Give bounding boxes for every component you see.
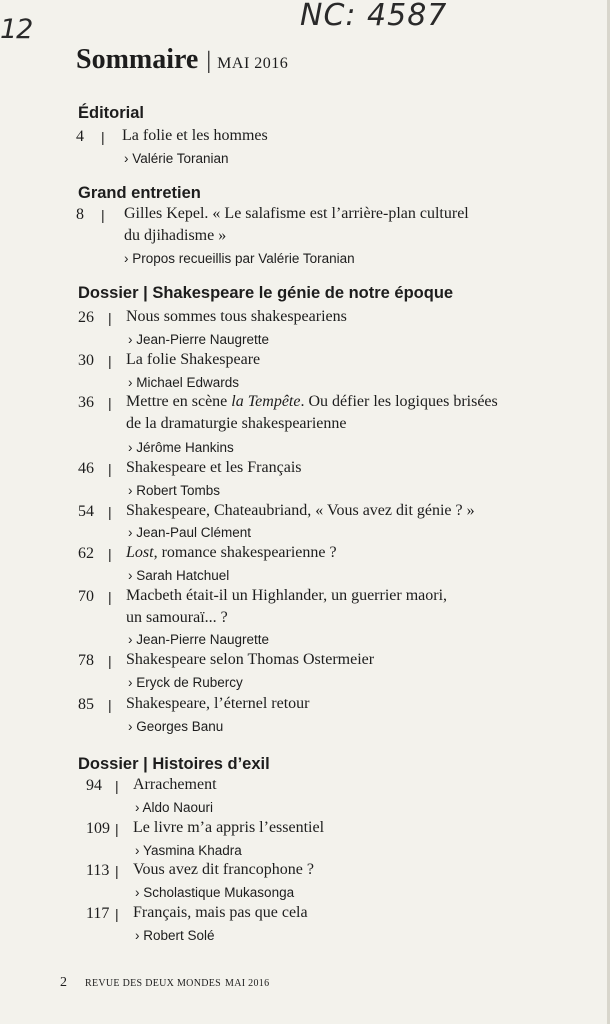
entry-page-number: 36 (78, 394, 94, 411)
footer-date: MAI 2016 (225, 978, 270, 989)
entry-title: Français, mais pas que cela (133, 904, 308, 921)
entry-title: du djihadisme » (124, 227, 227, 244)
entry-author: › Robert Tombs (128, 483, 221, 498)
entry-title: Vous avez dit francophone ? (133, 861, 314, 878)
entry-author: › Michael Edwards (128, 375, 240, 390)
entry-page-number: 94 (86, 777, 102, 794)
entry-author: › Aldo Naouri (135, 800, 214, 815)
entry-page-number: 62 (78, 545, 94, 562)
entry-title: Mettre en scène la Tempête. Ou défier les logiques brisées (126, 393, 498, 410)
entry-separator: | (108, 653, 112, 669)
entry-author: › Valérie Toranian (124, 151, 229, 166)
title-separator: | (206, 48, 212, 74)
entry-separator: | (101, 129, 105, 145)
entry-separator: | (108, 395, 112, 411)
entry-title: La folie Shakespeare (126, 351, 261, 368)
entry-separator: | (108, 504, 112, 520)
entry-page-number: 4 (76, 128, 84, 145)
entry-title: Lost, romance shakespearienne ? (126, 544, 337, 561)
entry-page-number: 117 (86, 905, 110, 922)
entry-page-number: 109 (86, 820, 110, 837)
entry-author: › Scholastique Mukasonga (135, 885, 295, 900)
handwritten-note: 12 (0, 14, 33, 45)
section-heading: Dossier | Shakespeare le génie de notre époque (78, 284, 454, 302)
entry-page-number: 54 (78, 503, 94, 520)
section-heading: Grand entretien (78, 184, 201, 202)
entry-separator: | (115, 863, 119, 879)
italic-work-title: Lost (126, 544, 154, 561)
entry-author: › Jean-Pierre Naugrette (128, 332, 270, 347)
entry-separator: | (115, 906, 119, 922)
entry-title: Le livre m’a appris l’essentiel (133, 819, 325, 836)
page-title (76, 44, 288, 76)
entry-page-number: 78 (78, 652, 94, 669)
entry-page-number: 30 (78, 352, 94, 369)
title-text: Sommaire (76, 44, 199, 75)
issue-date: MAI 2016 (217, 55, 289, 72)
entry-author: › Jean-Pierre Naugrette (128, 632, 270, 647)
entry-separator: | (115, 821, 119, 837)
entry-title: Shakespeare, Chateaubriand, « Vous avez dit génie ? » (126, 502, 475, 519)
entry-separator: | (108, 353, 112, 369)
footer-publication: REVUE DES DEUX MONDES (85, 978, 222, 989)
entry-author: › Eryck de Rubercy (128, 675, 243, 690)
entry-title: un samouraï... ? (126, 609, 228, 626)
entry-separator: | (108, 697, 112, 713)
entry-title: Nous sommes tous shakespeariens (126, 308, 347, 325)
entry-author: › Sarah Hatchuel (128, 568, 230, 583)
entry-title: Shakespeare et les Français (126, 459, 302, 476)
entry-separator: | (108, 310, 112, 326)
italic-work-title: la Tempête (231, 393, 301, 410)
entry-title: Shakespeare, l’éternel retour (126, 695, 310, 712)
entry-title: Arrachement (133, 776, 217, 793)
entry-page-number: 70 (78, 588, 94, 605)
entry-author: › Jean-Paul Clément (128, 525, 252, 540)
entry-page-number: 46 (78, 460, 94, 477)
entry-title: Shakespeare selon Thomas Ostermeier (126, 651, 375, 668)
entry-separator: | (108, 589, 112, 605)
entry-title: La folie et les hommes (122, 127, 268, 144)
entry-page-number: 8 (76, 206, 84, 223)
entry-title: Macbeth était-il un Highlander, un guerrier maori, (126, 587, 448, 604)
entry-page-number: 85 (78, 696, 94, 713)
entry-author: › Propos recueillis par Valérie Toranian (124, 251, 355, 266)
entry-author: › Georges Banu (128, 719, 224, 734)
entry-separator: | (101, 207, 105, 223)
entry-author: › Robert Solé (135, 928, 215, 943)
entry-page-number: 26 (78, 309, 94, 326)
entry-separator: | (108, 546, 112, 562)
entry-separator: | (108, 461, 112, 477)
entry-title: Gilles Kepel. « Le salafisme est l’arrière-plan culturel (124, 205, 469, 222)
section-heading: Éditorial (78, 104, 145, 122)
section-heading: Dossier | Histoires d’exil (78, 755, 270, 773)
entry-author: › Yasmina Khadra (135, 843, 242, 858)
entry-title: de la dramaturgie shakespearienne (126, 415, 347, 432)
entry-separator: | (115, 778, 119, 794)
entry-page-number: 113 (86, 862, 110, 879)
footer-page-number: 2 (60, 975, 67, 990)
entry-author: › Jérôme Hankins (128, 440, 234, 455)
page-footer (60, 973, 269, 991)
handwritten-reference: NC: 4587 (300, 0, 448, 33)
